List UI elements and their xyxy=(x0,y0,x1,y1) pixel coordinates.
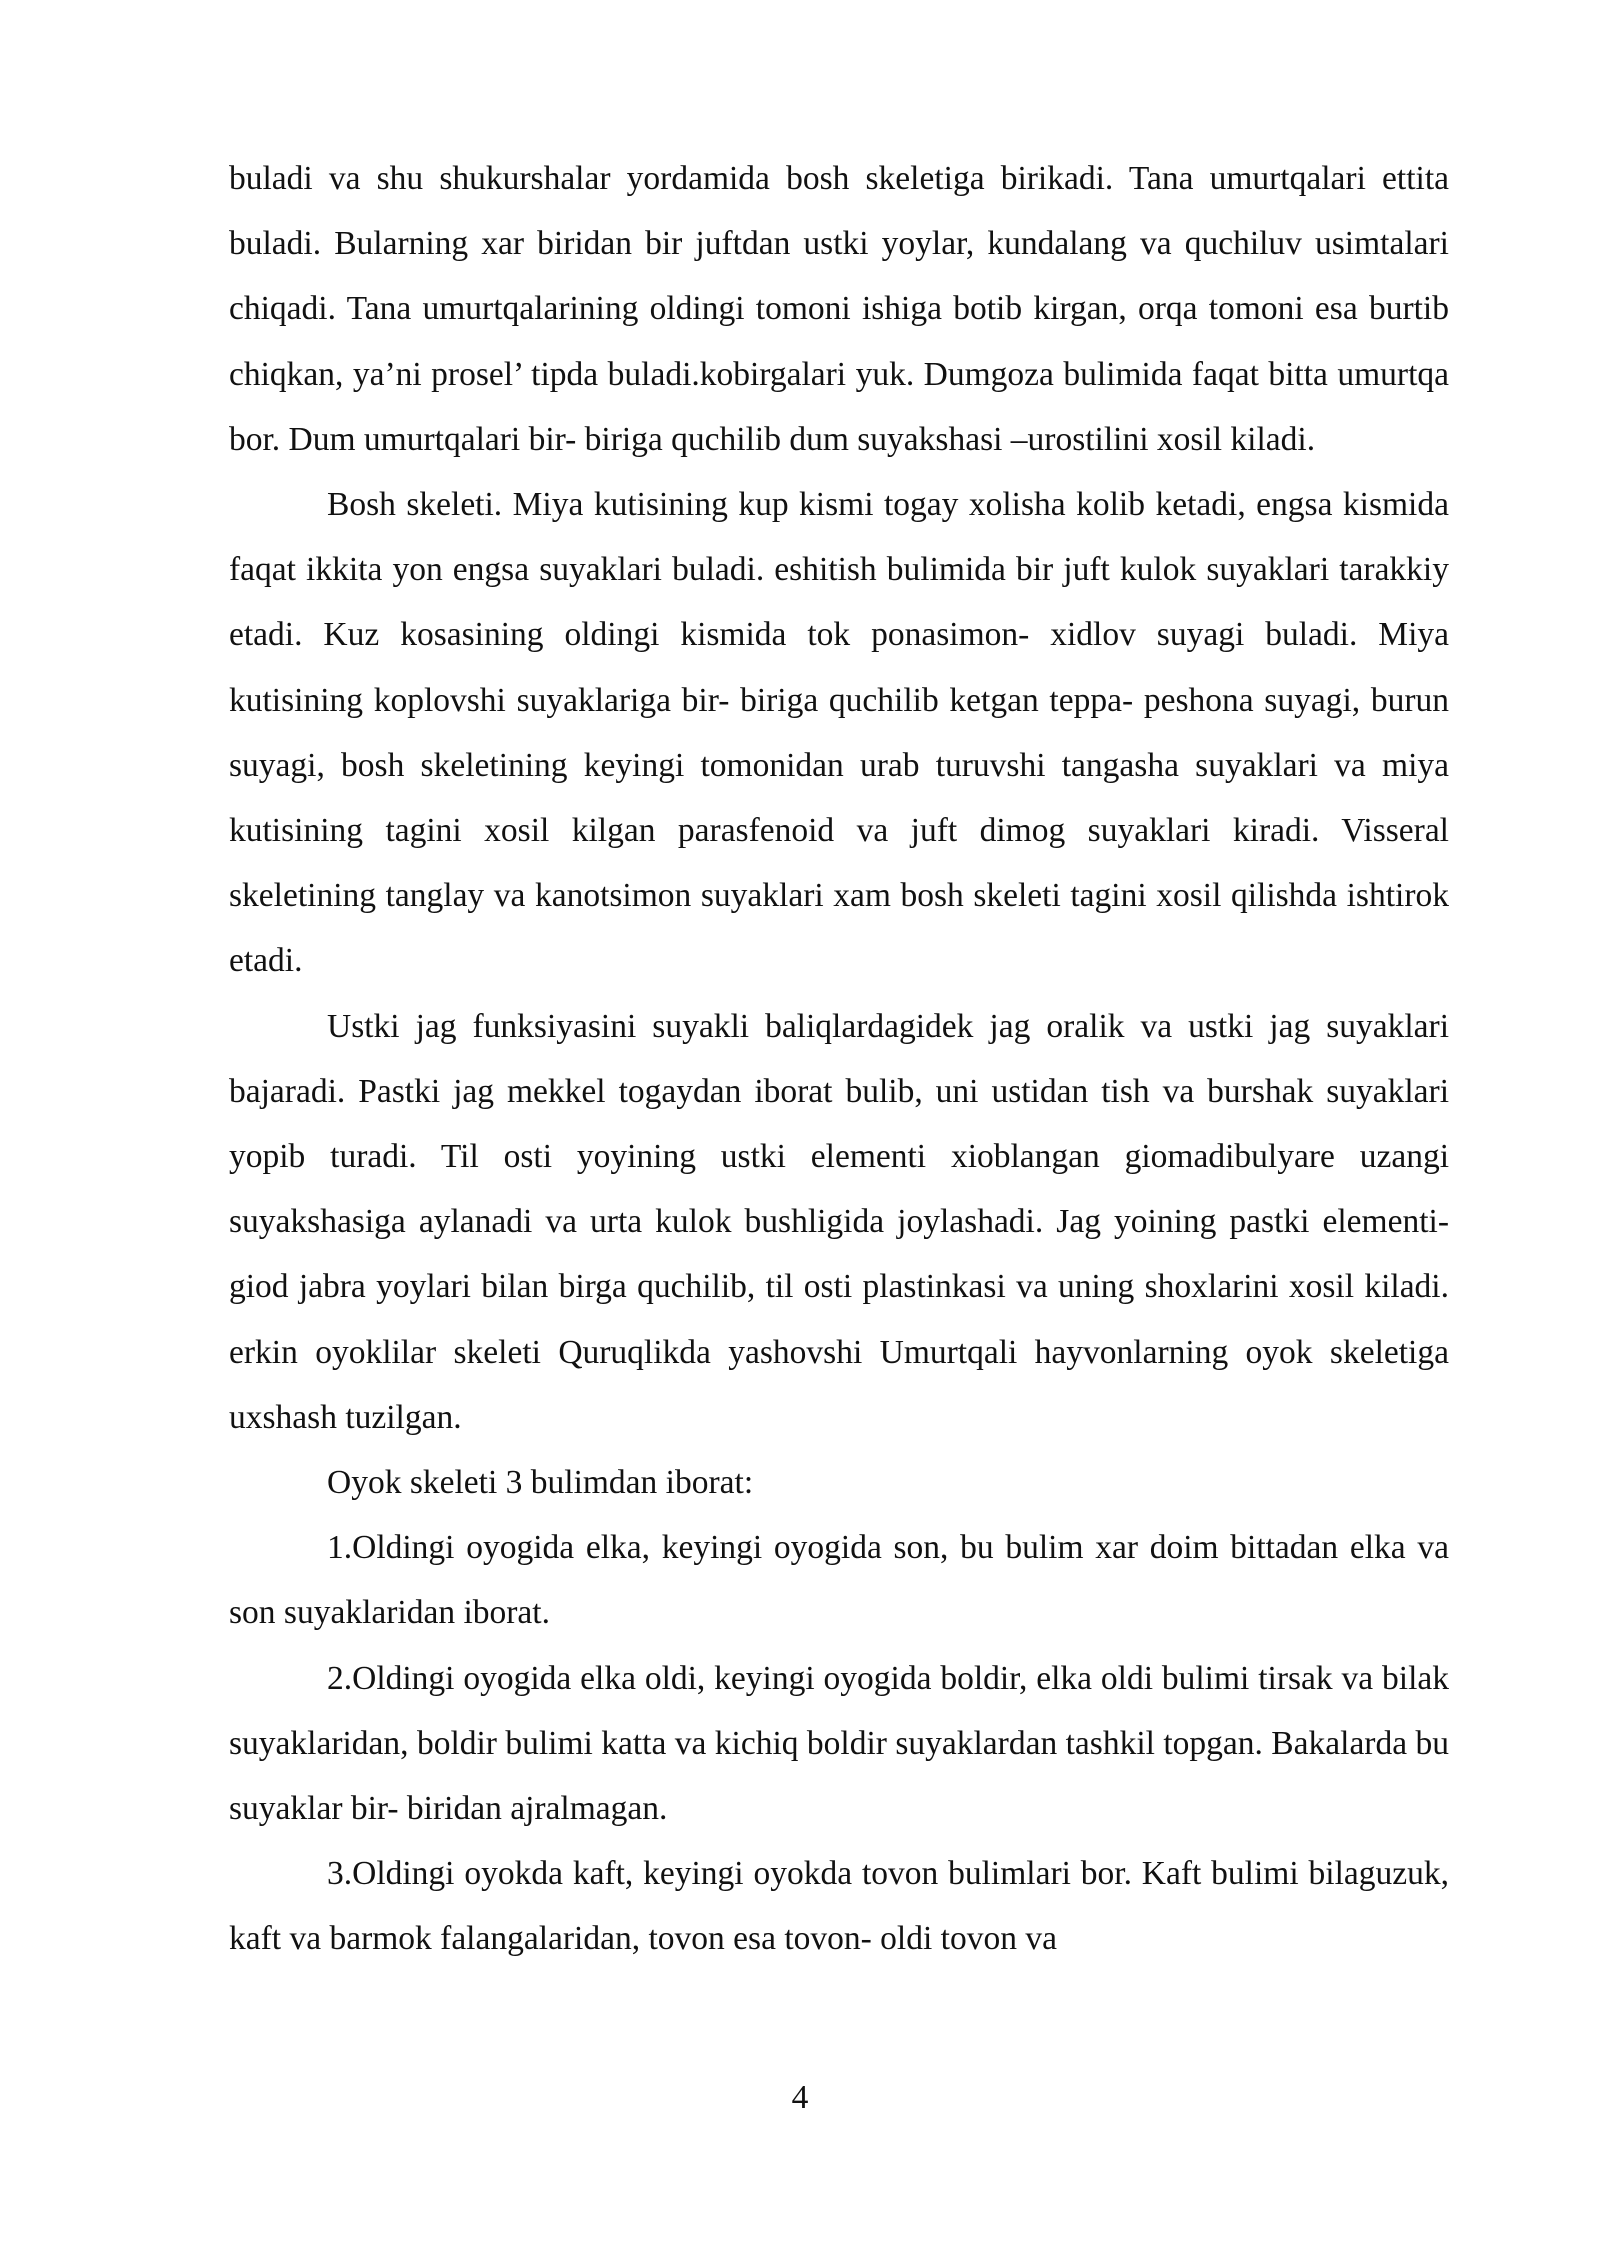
paragraph-bosh-skeleti: Bosh skeleti. Miya kutisining kup kismi togay xolisha kolib ketadi, engsa kismida faqat ikkita yon engsa suyaklari buladi. eshitish bulimida bir juft kulok suyaklari tarakkiy etadi. Kuz kosasining oldingi kismida tok ponasimon- xidlov suyagi buladi. Miya kutisining koplovshi suyaklariga bir- biriga quchilib ketgan teppa- peshona suyagi, burun suyagi, bosh skeletining keyingi tomonidan urab turuvshi tangasha suyaklari va miya kutisining tagini xosil kilgan parasfenoid va juft dimog suyaklari kiradi. Visseral skeletining tanglay va kanotsimon suyaklari xam bosh skeleti tagini xosil qilishda ishtirok etadi. xyxy=(229,486,1449,980)
paragraph-continued: buladi va shu shukurshalar yordamida bosh skeletiga birikadi. Tana umurtqalari ettita buladi. Bularning xar biridan bir juftdan ustki yoylar, kundalang va quchiluv usimtalari chiqadi. Tana umurtqalarining oldingi tomoni ishiga botib kirgan, orqa tomoni esa burtib chiqkan, ya’ni prosel’ tipda buladi.kobirgalari yuk. Dumgoza bulimida faqat bitta umurtqa bor. Dum umurtqalari bir- biriga quchilib dum suyakshasi –urostilini xosil kiladi. xyxy=(229,160,1449,458)
list-item-2: 2.Oldingi oyogida elka oldi, keyingi oyogida boldir, elka oldi bulimi tirsak va bilak suyaklaridan, boldir bulimi katta va kichiq boldir suyaklardan tashkil topgan. Bakalarda bu suyaklar bir- biridan ajralmagan. xyxy=(229,1659,1449,1828)
paragraph-ustki-jag: Ustki jag funksiyasini suyakli baliqlardagidek jag oralik va ustki jag suyaklari bajaradi. Pastki jag mekkel togaydan iborat bulib, uni ustidan tish va burshak suyaklari yopib turadi. Til osti yoyining ustki elementi xioblangan giomadibulyare uzangi suyakshasiga aylanadi va urta kulok bushligida joylashadi. Jag yoining pastki elementi-giod jabra yoylari bilan birga quchilib, til osti plastinkasi va uning shoxlarini xosil kiladi. erkin oyoklilar skeleti Quruqlikda yashovshi Umurtqali hayvonlarning oyok skeletiga uxshash tuzilgan. xyxy=(229,1007,1449,1436)
paragraph-oyok-skeleti: Oyok skeleti 3 bulimdan iborat: xyxy=(327,1464,754,1502)
list-item-3: 3.Oldingi oyokda kaft, keyingi oyokda tovon bulimlari bor. Kaft bulimi bilaguzuk, kaft va barmok falangalaridan, tovon esa tovon- oldi tovon va xyxy=(229,1855,1449,1958)
body-text xyxy=(229,146,1449,1972)
page-number: 4 xyxy=(791,2079,809,2116)
list-item-1: 1.Oldingi oyogida elka, keyingi oyogida son, bu bulim xar doim bittadan elka va son suyaklaridan iborat. xyxy=(229,1529,1449,1632)
